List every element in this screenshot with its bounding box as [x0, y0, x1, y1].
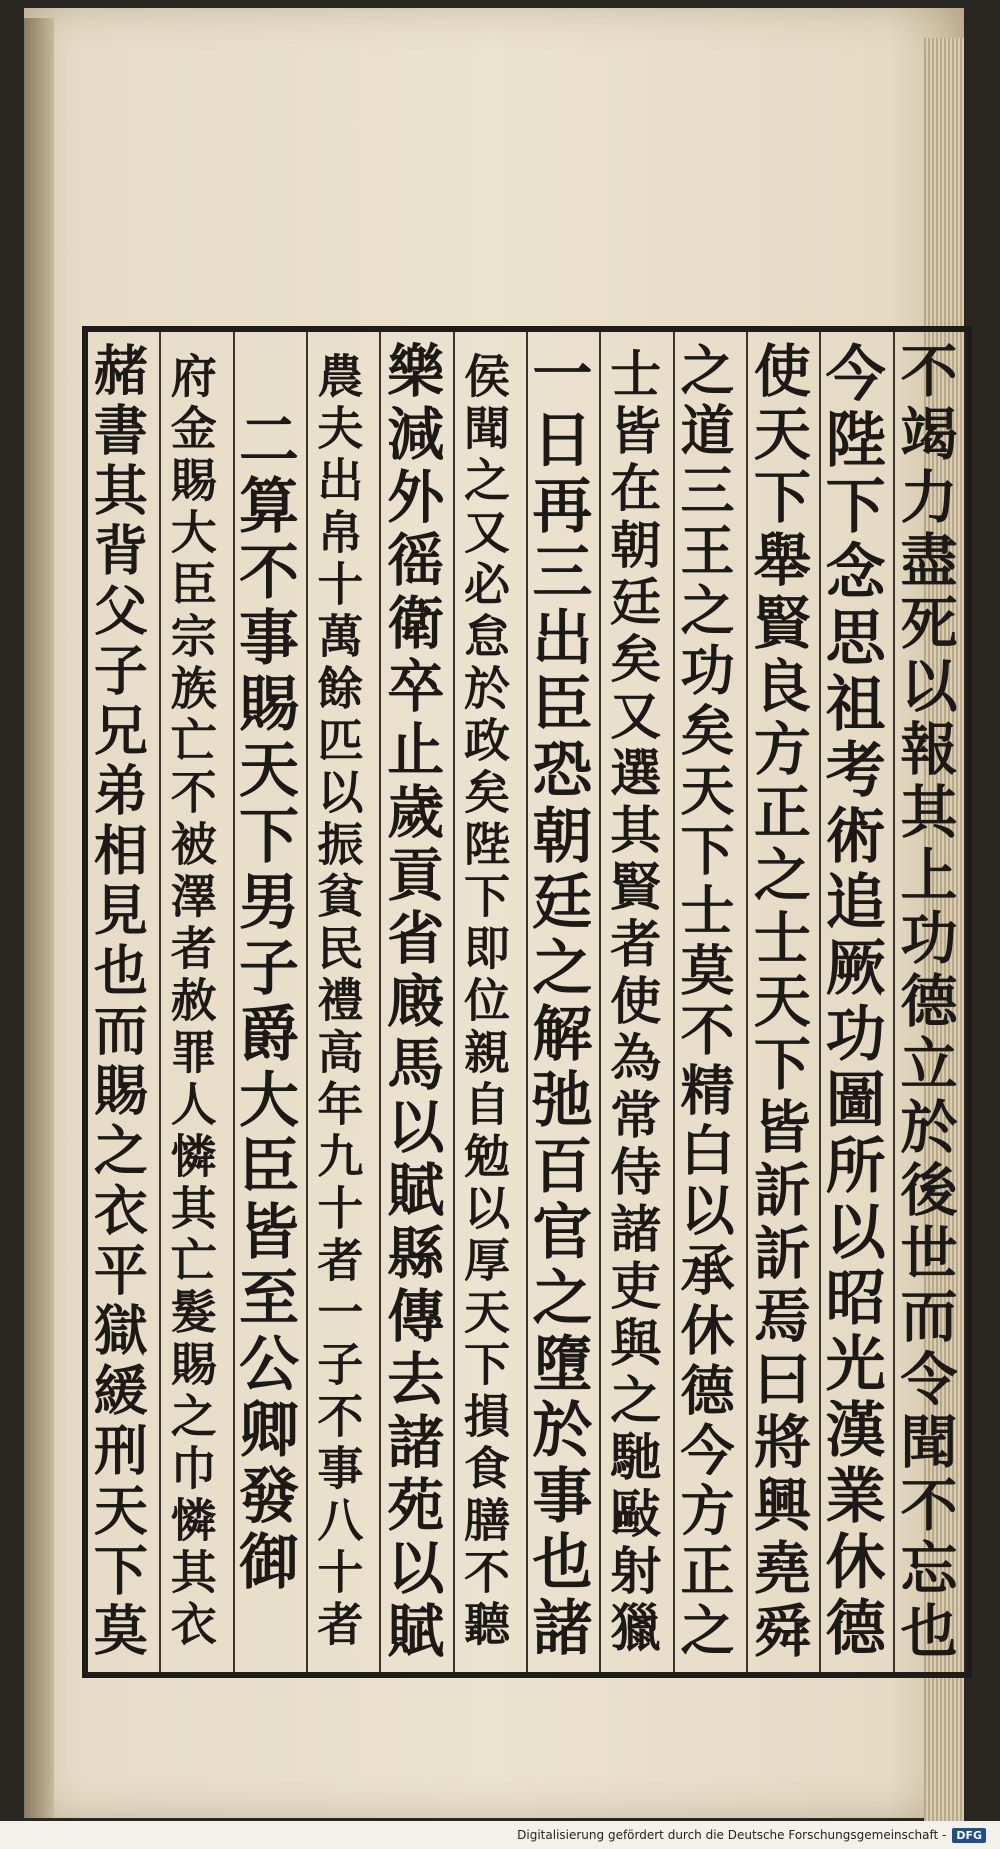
column-text: 農夫出帛十萬餘匹以振貧民禮高年九十者一子不事八十者 — [310, 352, 365, 1652]
column-text: 樂減外徭衛卒止歲貢省廄馬以賦縣傳去諸苑以賦 — [377, 340, 445, 1664]
column-text: 之道三王之功矣天下士莫不精白以承休德今方正之 — [672, 342, 737, 1662]
column-text: 赭書其背父子兄弟相見也而賜之衣平獄緩刑天下莫 — [85, 342, 150, 1662]
column-text: 士皆在朝廷矣又選其賢者使為常侍諸吏與之馳敺射獵 — [600, 346, 661, 1658]
text-column — [159, 332, 232, 1672]
column-text: 使天下舉賢良方正之士天下皆訢訢焉曰將興堯舜 — [744, 340, 812, 1664]
text-column — [306, 332, 379, 1672]
column-text: 一日再三出臣恐朝廷之解弛百官之墮於事也諸 — [522, 342, 593, 1662]
text-column — [599, 332, 672, 1672]
text-column — [229, 332, 306, 1672]
column-text: 今陛下念思祖考術追厥功圖所以昭光漢業休德 — [815, 342, 886, 1662]
column-text: 府金賜大臣宗族亡不被澤者赦罪人憐其亡髮賜之巾憐其衣 — [163, 352, 218, 1652]
facing-page-edge — [24, 18, 54, 1818]
text-column — [453, 332, 526, 1672]
book-page — [24, 8, 964, 1818]
column-text: 侯聞之又必怠於政矣陛下即位親自勉以厚天下損食膳不聽 — [457, 352, 512, 1652]
text-column — [85, 332, 159, 1672]
column-text: 二算不事賜天下男子爵大臣皆至公卿發御 — [229, 408, 300, 1596]
text-frame — [82, 326, 972, 1678]
column-text: 不竭力盡死以報其上功德立於後世而令聞不忘也 — [891, 340, 958, 1664]
text-column — [746, 332, 819, 1672]
text-columns — [85, 332, 966, 1672]
text-column — [379, 332, 452, 1672]
dfg-logo: DFG — [952, 1828, 986, 1843]
footer-credit: Digitalisierung gefördert durch die Deutsche Forschungsgemeinschaft - — [517, 1828, 947, 1842]
text-column — [673, 332, 746, 1672]
text-column — [522, 332, 599, 1672]
digitization-footer — [0, 1821, 1000, 1849]
text-column — [893, 332, 966, 1672]
text-column — [815, 332, 892, 1672]
